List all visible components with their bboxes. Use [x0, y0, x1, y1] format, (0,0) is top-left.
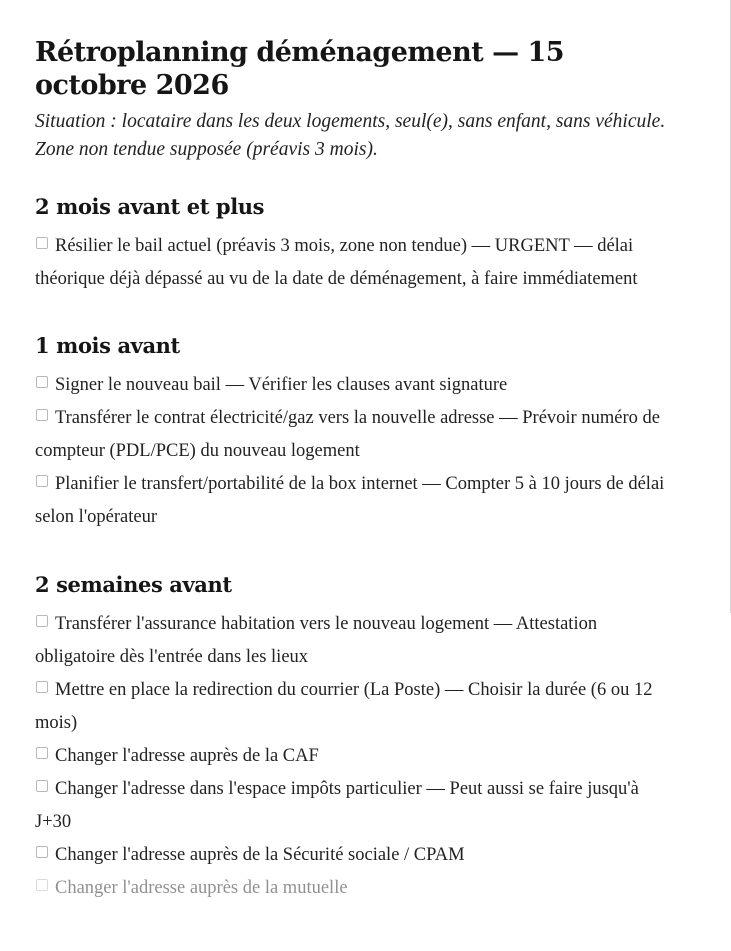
section-heading: 2 mois avant et plus [35, 194, 265, 219]
checklist-item-label: Planifier le transfert/portabilité de la box internet — Compter 5 à 10 jours de délai selon l'opérateur [35, 474, 665, 527]
checklist-item-label: Signer le nouveau bail — Vérifier les clauses avant signature [55, 375, 508, 395]
checkbox[interactable] [36, 747, 48, 759]
checkbox[interactable] [36, 615, 48, 627]
checklist-item-label: Changer l'adresse auprès de la CAF [55, 746, 319, 766]
checklist-item [35, 839, 675, 872]
checklist-item-label: Mettre en place la redirection du courrier (La Poste) — Choisir la durée (6 ou 12 mois) [35, 680, 653, 733]
checklist-item [35, 369, 675, 402]
checkbox[interactable] [36, 681, 48, 693]
checkbox[interactable] [36, 780, 48, 792]
page-subtitle: Situation : locataire dans les deux logements, seul(e), sans enfant, sans véhicule. Zone non tendue supposée (préavis 3 mois). [35, 111, 666, 160]
checklist-item [35, 674, 675, 740]
checklist-item-label: Transférer le contrat électricité/gaz vers la nouvelle adresse — Prévoir numéro de compteur (PDL/PCE) du nouveau logement [35, 408, 660, 461]
checklist-item [35, 740, 675, 773]
section-heading: 2 semaines avant [35, 572, 232, 597]
checkbox[interactable] [36, 475, 48, 487]
checkbox[interactable] [36, 846, 48, 858]
checklist-item [35, 773, 675, 839]
checkbox[interactable] [36, 879, 48, 891]
checklist-item [35, 608, 675, 674]
checklist-item-label: Transférer l'assurance habitation vers le nouveau logement — Attestation obligatoire dès l'entrée dans les lieux [35, 614, 598, 667]
checklist-item [35, 872, 675, 905]
checklist [35, 608, 675, 905]
page-title: Rétroplanning déménagement — 15 octobre 2026 [35, 37, 565, 101]
section-2-mois-avant [35, 193, 675, 296]
checklist-item-label: Changer l'adresse dans l'espace impôts particulier — Peut aussi se faire jusqu'à J+30 [35, 779, 639, 832]
bottom-fade [0, 929, 729, 951]
section-1-mois-avant [35, 332, 675, 534]
checklist-item [35, 468, 675, 534]
section-2-semaines-avant [35, 571, 675, 905]
checkbox[interactable] [36, 376, 48, 388]
section-heading: 1 mois avant [35, 333, 180, 358]
document-body [35, 36, 675, 905]
checklist-item [35, 402, 675, 468]
checkbox[interactable] [36, 409, 48, 421]
checklist-item-label: Changer l'adresse auprès de la Sécurité sociale / CPAM [55, 845, 465, 865]
checklist-item-label: Résilier le bail actuel (préavis 3 mois, zone non tendue) — URGENT — délai théorique déjà dépassé au vu de la date de déménagement, à faire immédiatement [35, 236, 638, 289]
checklist [35, 369, 675, 534]
checklist-item [35, 230, 675, 296]
checkbox[interactable] [36, 237, 48, 249]
checklist-item-label: Changer l'adresse auprès de la mutuelle [55, 878, 348, 898]
checklist [35, 230, 675, 296]
